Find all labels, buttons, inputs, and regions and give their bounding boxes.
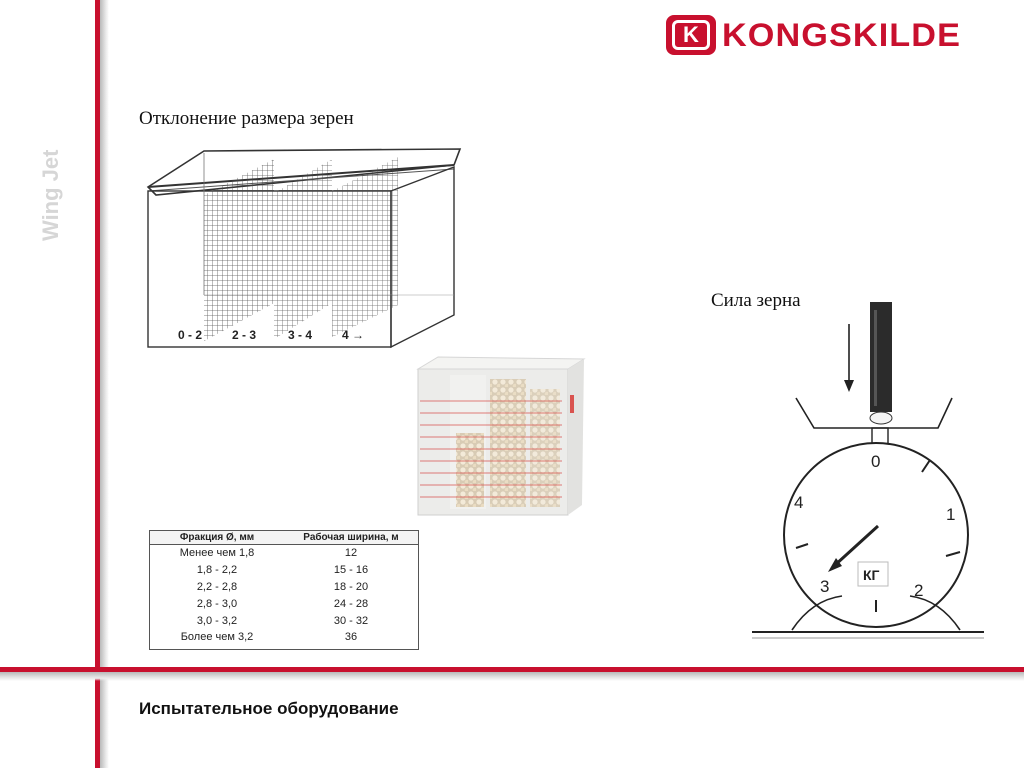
- table-cell: 36: [344, 631, 358, 644]
- table-row: [150, 562, 418, 579]
- table-header-fraction: Фракция Ø, мм: [179, 532, 255, 543]
- table-cell: 12: [344, 547, 358, 559]
- dial-number: 1: [946, 505, 956, 524]
- fraction-label: 3 - 4: [288, 328, 313, 342]
- sieve-box-drawing: [142, 145, 464, 355]
- dial-number: 0: [871, 452, 881, 471]
- table-row: [150, 579, 418, 596]
- table-header: [150, 531, 418, 545]
- table-row: [150, 596, 418, 613]
- frame-vertical-shadow: [100, 0, 109, 768]
- table-cell: 3,0 - 3,2: [196, 614, 238, 627]
- table-cell: 24 - 28: [333, 597, 369, 610]
- table-header-width: Рабочая ширина, м: [303, 532, 399, 543]
- grain-strength-scale: [752, 300, 986, 648]
- dial-number: 3: [820, 577, 830, 596]
- table-row: [150, 613, 418, 630]
- frame-horizontal-shadow: [0, 672, 1024, 681]
- fraction-label: 2 - 3: [232, 328, 257, 342]
- grain-size-heading: Отклонение размера зерен: [139, 108, 354, 129]
- fraction-label: 0 - 2: [178, 328, 203, 342]
- dial-number: 4: [794, 493, 804, 512]
- fraction-table: [149, 530, 419, 650]
- table-row: [150, 545, 418, 562]
- logo-mark: [666, 15, 716, 55]
- table-cell: 2,8 - 3,0: [196, 597, 238, 610]
- table-row: [150, 629, 418, 646]
- table-cell: Менее чем 1,8: [179, 547, 255, 559]
- table-cell: 30 - 32: [333, 614, 369, 627]
- table-cell: 15 - 16: [333, 563, 369, 576]
- fraction-label: 4 →: [342, 328, 365, 342]
- footer-caption: Испытательное оборудование: [139, 699, 399, 718]
- sieve-box-photo: [412, 355, 586, 521]
- table-cell: 2,2 - 2,8: [196, 580, 238, 593]
- logo-mark-letter: K: [672, 20, 710, 50]
- grain-strength-heading: Сила зерна: [711, 290, 801, 311]
- scale-unit: КГ: [863, 567, 880, 583]
- kongskilde-logo: [666, 14, 961, 55]
- table-cell: 18 - 20: [333, 580, 369, 593]
- logo-wordmark: KONGSKILDE: [722, 16, 961, 53]
- table-cell: 1,8 - 2,2: [196, 563, 238, 576]
- side-label: Wing Jet: [38, 150, 63, 242]
- table-cell: Более чем 3,2: [180, 631, 254, 644]
- dial-number: 2: [914, 581, 924, 600]
